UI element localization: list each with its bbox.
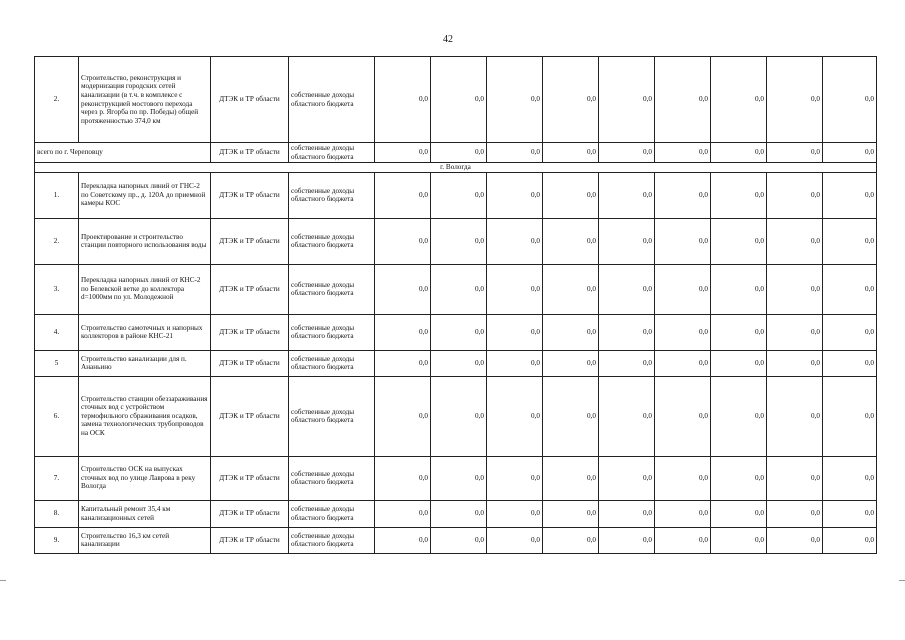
measure-name: Перекладка напорных линий от КНС-2 по Белевской ветке до коллектора d=1000мм по ул. Молодежной	[79, 264, 211, 314]
value-cell: 0,0	[375, 218, 431, 264]
value-cell: 0,0	[655, 143, 711, 163]
row-number: 4.	[35, 314, 79, 350]
value-cell: 0,0	[599, 314, 655, 350]
value-cell: 0,0	[823, 264, 877, 314]
executor: ДТЭК и ТР области	[211, 527, 289, 553]
value-cell: 0,0	[599, 172, 655, 218]
value-cell: 0,0	[767, 456, 823, 500]
value-cell: 0,0	[543, 350, 599, 376]
value-cell: 0,0	[655, 350, 711, 376]
row-number: 1.	[35, 172, 79, 218]
value-cell: 0,0	[767, 527, 823, 553]
measure-name: Проектирование и строительство станции повторного использования воды	[79, 218, 211, 264]
value-cell: 0,0	[375, 314, 431, 350]
value-cell: 0,0	[599, 218, 655, 264]
value-cell: 0,0	[711, 376, 767, 456]
table-row	[35, 527, 877, 553]
executor: ДТЭК и ТР области	[211, 350, 289, 376]
value-cell: 0,0	[823, 143, 877, 163]
page-edge-mark-left	[0, 580, 6, 581]
value-cell: 0,0	[599, 527, 655, 553]
value-cell: 0,0	[655, 376, 711, 456]
program-table	[34, 56, 877, 554]
funding-source: собственные доходы областного бюджета	[289, 456, 375, 500]
executor: ДТЭК и ТР области	[211, 264, 289, 314]
value-cell: 0,0	[655, 264, 711, 314]
value-cell: 0,0	[431, 218, 487, 264]
value-cell: 0,0	[711, 57, 767, 143]
value-cell: 0,0	[431, 456, 487, 500]
measure-name: Строительство станции обеззараживания сточных вод с устройством термофильного сбраживания осадков, замена технологических трубопроводов на ОСК	[79, 376, 211, 456]
measure-name: Строительство канализации для п. Ананьино	[79, 350, 211, 376]
value-cell: 0,0	[375, 57, 431, 143]
measure-name: Строительство 16,3 км сетей канализации	[79, 527, 211, 553]
table-row	[35, 456, 877, 500]
city-header: г. Вологда	[35, 163, 877, 173]
page-number: 42	[443, 34, 453, 45]
value-cell: 0,0	[375, 172, 431, 218]
value-cell: 0,0	[711, 527, 767, 553]
value-cell: 0,0	[711, 218, 767, 264]
row-number: 9.	[35, 527, 79, 553]
value-cell: 0,0	[711, 172, 767, 218]
value-cell: 0,0	[711, 350, 767, 376]
value-cell: 0,0	[823, 376, 877, 456]
funding-source: собственные доходы областного бюджета	[289, 527, 375, 553]
measure-name: Капитальный ремонт 35,4 км канализационных сетей	[79, 500, 211, 527]
value-cell: 0,0	[431, 57, 487, 143]
row-number: 6.	[35, 376, 79, 456]
value-cell: 0,0	[487, 456, 543, 500]
value-cell: 0,0	[487, 218, 543, 264]
value-cell: 0,0	[487, 350, 543, 376]
page-edge-mark-right	[899, 580, 905, 581]
executor: ДТЭК и ТР области	[211, 172, 289, 218]
table-body	[35, 57, 877, 554]
value-cell: 0,0	[431, 376, 487, 456]
value-cell: 0,0	[431, 172, 487, 218]
value-cell: 0,0	[599, 143, 655, 163]
table-row	[35, 376, 877, 456]
value-cell: 0,0	[487, 314, 543, 350]
value-cell: 0,0	[711, 500, 767, 527]
funding-source: собственные доходы областного бюджета	[289, 314, 375, 350]
value-cell: 0,0	[487, 376, 543, 456]
value-cell: 0,0	[599, 264, 655, 314]
measure-name: Строительство ОСК на выпусках сточных вод по улице Лаврова в реку Вологда	[79, 456, 211, 500]
value-cell: 0,0	[823, 527, 877, 553]
value-cell: 0,0	[655, 500, 711, 527]
value-cell: 0,0	[543, 143, 599, 163]
value-cell: 0,0	[375, 500, 431, 527]
value-cell: 0,0	[767, 376, 823, 456]
value-cell: 0,0	[487, 527, 543, 553]
total-label: всего по г. Череповцу	[35, 143, 211, 163]
value-cell: 0,0	[599, 500, 655, 527]
executor: ДТЭК и ТР области	[211, 218, 289, 264]
value-cell: 0,0	[543, 376, 599, 456]
value-cell: 0,0	[431, 350, 487, 376]
value-cell: 0,0	[487, 500, 543, 527]
city-header-row	[35, 163, 877, 173]
value-cell: 0,0	[655, 527, 711, 553]
value-cell: 0,0	[767, 500, 823, 527]
executor: ДТЭК и ТР области	[211, 500, 289, 527]
value-cell: 0,0	[767, 218, 823, 264]
executor: ДТЭК и ТР области	[211, 314, 289, 350]
executor: ДТЭК и ТР области	[211, 376, 289, 456]
value-cell: 0,0	[711, 143, 767, 163]
table-row	[35, 314, 877, 350]
funding-source: собственные доходы областного бюджета	[289, 57, 375, 143]
value-cell: 0,0	[655, 57, 711, 143]
value-cell: 0,0	[711, 314, 767, 350]
funding-source: собственные доходы областного бюджета	[289, 264, 375, 314]
value-cell: 0,0	[543, 527, 599, 553]
value-cell: 0,0	[543, 172, 599, 218]
funding-source: собственные доходы областного бюджета	[289, 172, 375, 218]
value-cell: 0,0	[767, 314, 823, 350]
value-cell: 0,0	[823, 57, 877, 143]
value-cell: 0,0	[823, 172, 877, 218]
table-row	[35, 218, 877, 264]
row-number: 7.	[35, 456, 79, 500]
value-cell: 0,0	[487, 264, 543, 314]
value-cell: 0,0	[487, 143, 543, 163]
value-cell: 0,0	[599, 350, 655, 376]
funding-source: собственные доходы областного бюджета	[289, 376, 375, 456]
value-cell: 0,0	[823, 456, 877, 500]
value-cell: 0,0	[431, 314, 487, 350]
value-cell: 0,0	[823, 500, 877, 527]
executor: ДТЭК и ТР области	[211, 57, 289, 143]
value-cell: 0,0	[543, 314, 599, 350]
funding-source: собственные доходы областного бюджета	[289, 500, 375, 527]
value-cell: 0,0	[375, 456, 431, 500]
value-cell: 0,0	[711, 456, 767, 500]
value-cell: 0,0	[487, 57, 543, 143]
table-row	[35, 172, 877, 218]
value-cell: 0,0	[543, 57, 599, 143]
value-cell: 0,0	[431, 527, 487, 553]
value-cell: 0,0	[599, 456, 655, 500]
value-cell: 0,0	[375, 143, 431, 163]
value-cell: 0,0	[767, 350, 823, 376]
value-cell: 0,0	[599, 57, 655, 143]
row-number: 3.	[35, 264, 79, 314]
measure-name: Перекладка напорных линий от ГНС-2 по Советскому пр., д. 120А до приемной камеры КОС	[79, 172, 211, 218]
funding-source: собственные доходы областного бюджета	[289, 218, 375, 264]
value-cell: 0,0	[655, 172, 711, 218]
row-number: 5	[35, 350, 79, 376]
value-cell: 0,0	[767, 143, 823, 163]
table-row	[35, 350, 877, 376]
value-cell: 0,0	[767, 172, 823, 218]
executor: ДТЭК и ТР области	[211, 456, 289, 500]
executor: ДТЭК и ТР области	[211, 143, 289, 163]
value-cell: 0,0	[711, 264, 767, 314]
value-cell: 0,0	[655, 314, 711, 350]
value-cell: 0,0	[431, 143, 487, 163]
value-cell: 0,0	[487, 172, 543, 218]
value-cell: 0,0	[375, 376, 431, 456]
row-number: 2.	[35, 218, 79, 264]
funding-source: собственные доходы областного бюджета	[289, 350, 375, 376]
value-cell: 0,0	[543, 264, 599, 314]
value-cell: 0,0	[543, 218, 599, 264]
value-cell: 0,0	[655, 218, 711, 264]
value-cell: 0,0	[823, 218, 877, 264]
row-number: 2.	[35, 57, 79, 143]
table-row	[35, 264, 877, 314]
value-cell: 0,0	[823, 314, 877, 350]
value-cell: 0,0	[375, 527, 431, 553]
value-cell: 0,0	[431, 264, 487, 314]
value-cell: 0,0	[767, 264, 823, 314]
value-cell: 0,0	[375, 264, 431, 314]
value-cell: 0,0	[767, 57, 823, 143]
table-row	[35, 500, 877, 527]
row-number: 8.	[35, 500, 79, 527]
value-cell: 0,0	[375, 350, 431, 376]
value-cell: 0,0	[823, 350, 877, 376]
value-cell: 0,0	[543, 500, 599, 527]
funding-source: собственные доходы областного бюджета	[289, 143, 375, 163]
value-cell: 0,0	[599, 376, 655, 456]
value-cell: 0,0	[431, 500, 487, 527]
measure-name: Строительство, реконструкция и модернизация городских сетей канализации (в т.ч. в комплексе с реконструкцией мостового перехода через р. Ягорба по пр. Победы) общей протяженностью 374,0 км	[79, 57, 211, 143]
table-row	[35, 143, 877, 163]
table-row	[35, 57, 877, 143]
measure-name: Строительство самотечных и напорных коллекторов в районе КНС-21	[79, 314, 211, 350]
value-cell: 0,0	[543, 456, 599, 500]
value-cell: 0,0	[655, 456, 711, 500]
